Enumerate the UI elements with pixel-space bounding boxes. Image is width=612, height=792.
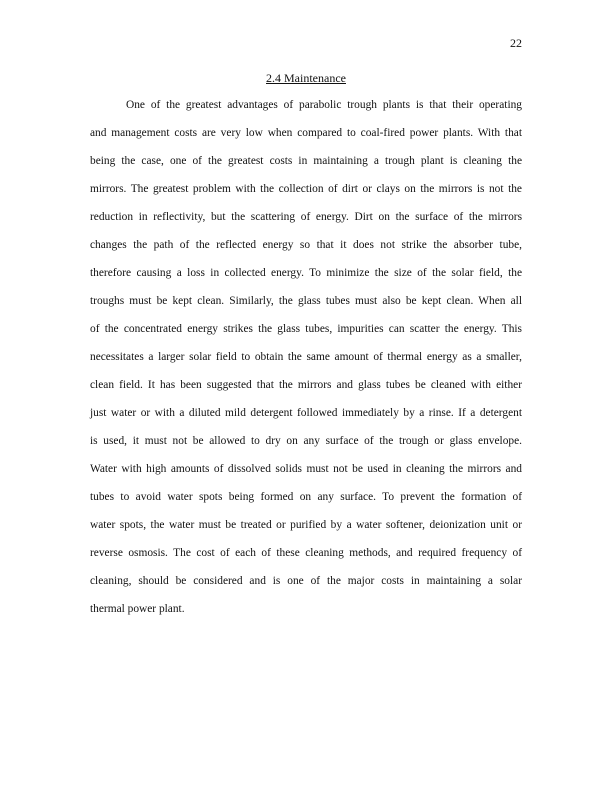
paragraph-line: is used, it must not be allowed to dry on any surface of the trough or glass envelope. xyxy=(90,435,522,447)
paragraph-line: cleaning, should be considered and is one of the major costs in maintaining a solar xyxy=(90,575,522,587)
paragraph-line: tubes to avoid water spots being formed on any surface. To prevent the formation of xyxy=(90,491,522,503)
paragraph-line: necessitates a larger solar field to obtain the same amount of thermal energy as a smaller, xyxy=(90,351,522,363)
paragraph-line: One of the greatest advantages of parabolic trough plants is that their operating xyxy=(126,99,522,111)
paragraph-line: just water or with a diluted mild detergent followed immediately by a rinse. If a detergent xyxy=(90,407,522,419)
body-paragraph xyxy=(90,96,522,628)
paragraph-line: of the concentrated energy strikes the glass tubes, impurities can scatter the energy. This xyxy=(90,323,522,335)
paragraph-line: clean field. It has been suggested that the mirrors and glass tubes be cleaned with either xyxy=(90,379,522,391)
paragraph-line: changes the path of the reflected energy so that it does not strike the absorber tube, xyxy=(90,239,522,251)
paragraph-line: being the case, one of the greatest costs in maintaining a trough plant is cleaning the xyxy=(90,155,522,167)
page-number: 22 xyxy=(510,36,522,50)
paragraph-line: thermal power plant. xyxy=(90,603,185,615)
paragraph-line: reverse osmosis. The cost of each of these cleaning methods, and required frequency of xyxy=(90,547,522,559)
paragraph-line: mirrors. The greatest problem with the collection of dirt or clays on the mirrors is not the xyxy=(90,183,522,195)
section-heading: 2.4 Maintenance xyxy=(266,71,346,85)
paragraph-line: reduction in reflectivity, but the scattering of energy. Dirt on the surface of the mirrors xyxy=(90,211,522,223)
paragraph-line: Water with high amounts of dissolved solids must not be used in cleaning the mirrors and xyxy=(90,463,522,475)
paragraph-line: troughs must be kept clean. Similarly, the glass tubes must also be kept clean. When all xyxy=(90,295,522,307)
paragraph-line: therefore causing a loss in collected energy. To minimize the size of the solar field, the xyxy=(90,267,522,279)
paragraph-line: and management costs are very low when compared to coal-fired power plants. With that xyxy=(90,127,522,139)
paragraph-line: water spots, the water must be treated or purified by a water softener, deionization unit or xyxy=(90,519,522,531)
